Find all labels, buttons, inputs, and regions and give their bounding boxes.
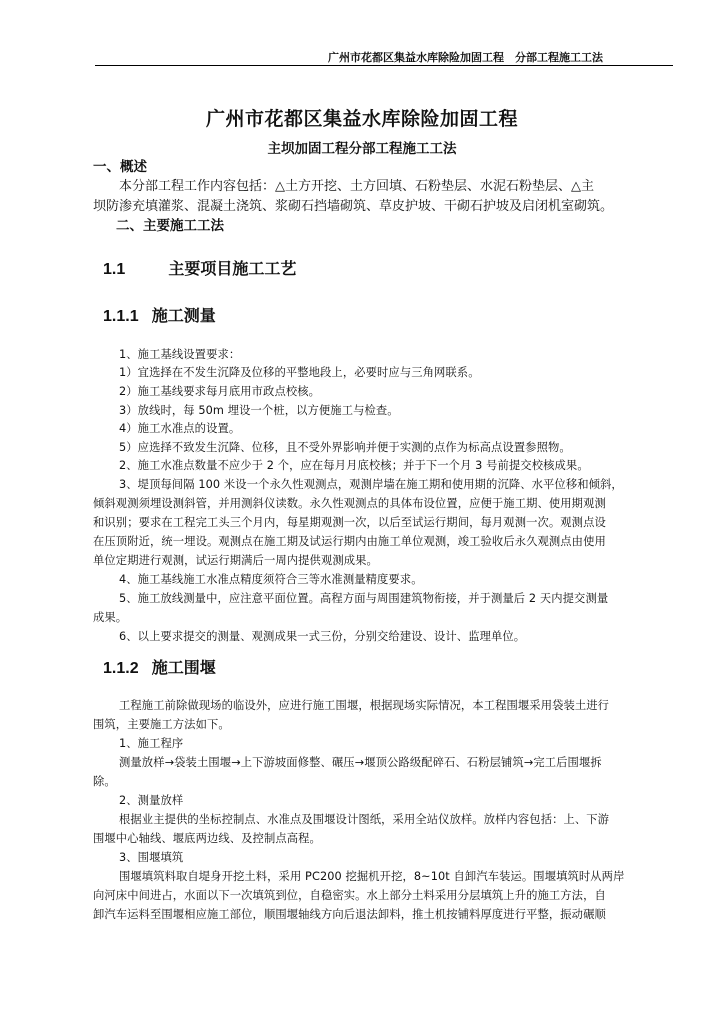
document-subtitle: 主坝加固工程分部工程施工工法 bbox=[267, 141, 457, 157]
paragraph-line: 1）宜选择在不发生沉降及位移的平整地段上，必要时应与三角网联系。 bbox=[119, 366, 480, 379]
paragraph-line: 4、施工基线施工水准点精度须符合三等水准测量精度要求。 bbox=[119, 573, 423, 586]
paragraph-line: 测量放样→袋装土围堰→上下游坡面修整、碾压→堰顶公路级配碎石、石粉层铺筑→完工后围堰拆 bbox=[119, 756, 602, 769]
section-1-line: 本分部工程工作内容包括：△土方开挖、土方回填、石粉垫层、水泥石粉垫层、△主 bbox=[119, 179, 594, 194]
heading-1-1 bbox=[103, 256, 296, 279]
heading-1-1-2-text: 施工围堰 bbox=[151, 658, 216, 677]
paragraph-line: 2、施工水准点数量不应少于 2 个，应在每月月底校核；并于下一个月 3 号前提交校核成果。 bbox=[119, 459, 589, 472]
paragraph-line: 围堰填筑料取自堤身开挖土料，采用 PC200 挖掘机开挖，8~10t 自卸汽车装运。围堰填筑时从两岸 bbox=[119, 870, 625, 883]
document-title: 广州市花都区集益水库除险加固工程 bbox=[205, 108, 518, 130]
section-2-heading: 二、主要施工工法 bbox=[116, 218, 224, 234]
paragraph-line: 在压顶附近，统一埋设。观测点在施工期及试运行期内由施工单位观测，竣工验收后永久观测点由使用 bbox=[93, 535, 606, 548]
paragraph-line: 成果。 bbox=[93, 611, 128, 624]
heading-1-1-text: 主要项目施工工艺 bbox=[168, 259, 297, 278]
paragraph-line: 5、施工放线测量中，应注意平面位置。高程方面与周围建筑物衔接，并于测量后 2 天内提交测量 bbox=[119, 592, 609, 605]
header-rule bbox=[95, 65, 673, 66]
heading-1-1-1-text: 施工测量 bbox=[151, 306, 216, 325]
paragraph-line: 倾斜观测须埋设测斜管，并用测斜仪读数。永久性观测点的具体布设位置，应便于施工期、使用期观测 bbox=[93, 497, 606, 510]
section-1-line: 坝防渗充填灌浆、混凝土浇筑、浆砌石挡墙砌筑、草皮护坡、干砌石护坡及启闭机室砌筑。 bbox=[93, 199, 614, 214]
paragraph-line: 单位定期进行观测，试运行期满后一周内提供观测成果。 bbox=[93, 554, 378, 567]
paragraph-line: 3、围堰填筑 bbox=[119, 851, 184, 864]
heading-1-1-number: 1.1 bbox=[103, 261, 126, 278]
paragraph-line: 2、测量放样 bbox=[119, 794, 184, 807]
paragraph-line: 6、以上要求提交的测量、观测成果一式三份，分别交给建设、设计、监理单位。 bbox=[119, 630, 526, 643]
paragraph-line: 和识别；要求在工程完工头三个月内，每星期观测一次，以后至试运行期间，每月观测一次。观测点设 bbox=[93, 516, 606, 529]
paragraph-line: 向河床中间进占，水面以下一次填筑到位，自稳密实。水上部分土料采用分层填筑上升的施工方法，自 bbox=[93, 889, 606, 902]
paragraph-line: 1、施工程序 bbox=[119, 737, 184, 750]
paragraph-line: 3、堤顶每间隔 100 米设一个永久性观测点，观测岸墙在施工期和使用期的沉降、水平位移和倾斜， bbox=[119, 478, 623, 491]
paragraph-line: 工程施工前除做现场的临设外，应进行施工围堰，根据现场实际情况，本工程围堰采用袋装土进行 bbox=[119, 699, 610, 712]
paragraph-line: 围堰中心轴线、堰底两边线、及控制点高程。 bbox=[93, 832, 321, 845]
paragraph-line: 3）放线时，每 50m 埋设一个桩，以方便施工与检查。 bbox=[119, 404, 399, 417]
paragraph-line: 除。 bbox=[93, 775, 116, 788]
heading-1-1-2 bbox=[103, 655, 216, 678]
heading-1-1-1-number: 1.1.1 bbox=[103, 308, 139, 325]
paragraph-line: 2）施工基线要求每月底用市政点校核。 bbox=[119, 385, 321, 398]
running-header: 广州市花都区集益水库除险加固工程 分部工程施工工法 bbox=[328, 51, 603, 64]
paragraph-line: 围筑，主要施工方法如下。 bbox=[93, 718, 230, 731]
paragraph-line: 卸汽车运料至围堰相应施工部位，顺围堰轴线方向后退法卸料，推土机按铺料厚度进行平整，振动碾顺 bbox=[93, 908, 606, 921]
paragraph-line: 根据业主提供的坐标控制点、水准点及围堰设计图纸，采用全站仪放样。放样内容包括：上、下游 bbox=[119, 813, 610, 826]
paragraph-line: 4）施工水准点的设置。 bbox=[119, 422, 241, 435]
paragraph-line: 1、施工基线设置要求： bbox=[119, 348, 241, 361]
section-1-heading: 一、概述 bbox=[93, 159, 147, 175]
heading-1-1-2-number: 1.1.2 bbox=[103, 660, 139, 677]
heading-1-1-1 bbox=[103, 303, 216, 326]
paragraph-line: 5）应选择不致发生沉降、位移，且不受外界影响并便于实测的点作为标高点设置参照物。 bbox=[119, 441, 571, 454]
